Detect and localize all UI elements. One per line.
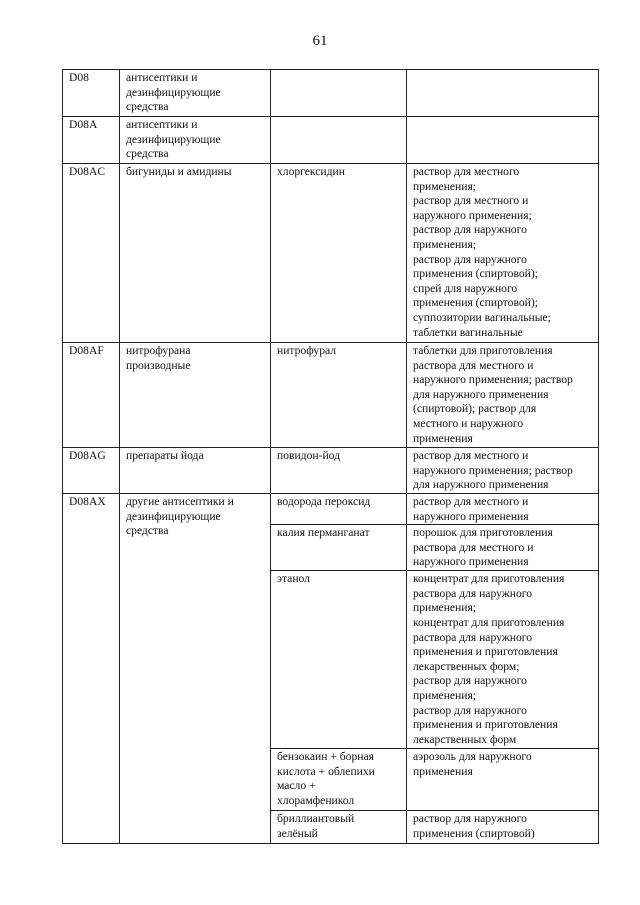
dosage-form-cell: концентрат для приготовления раствора для наружного применения; концентрат для приготовления раствора для наружного применения и приготовления лекарственных форм; раствор для наружного применения; раствор для наружного применения и приготовления лекарственных форм (407, 571, 599, 749)
dosage-form-cell: таблетки для приготовления раствора для местного и наружного применения; раствор для наружного применения (спиртовой); раствор для местного и наружного применения (407, 343, 599, 448)
dosage-form-cell: порошок для приготовления раствора для местного и наружного применения (407, 525, 599, 571)
drug-classification-table (62, 69, 599, 844)
group-name-cell: препараты йода (120, 448, 271, 494)
page-number: 61 (312, 33, 328, 49)
atc-code-cell: D08AF (63, 343, 120, 448)
dosage-form-cell: раствор для местного применения; раствор для местного и наружного применения; раствор для наружного применения; раствор для наружного применения (спиртовой); спрей для наружного применения (спиртовой); суппозитории вагинальные; таблетки вагинальные (407, 164, 599, 343)
dosage-form-cell (407, 117, 599, 164)
atc-code-cell: D08AX (63, 494, 120, 844)
drug-name-cell (271, 117, 407, 164)
drug-name-cell: водорода пероксид (271, 494, 407, 525)
table-row (63, 117, 599, 164)
atc-code-cell: D08AG (63, 448, 120, 494)
group-name-cell: антисептики и дезинфицирующие средства (120, 70, 271, 117)
drug-name-cell: нитрофурал (271, 343, 407, 448)
drug-name-cell: бензокаин + борная кислота + облепихи масло + хлорамфеникол (271, 749, 407, 811)
group-name-cell: другие антисептики и дезинфицирующие средства (120, 494, 271, 844)
table-row (63, 448, 599, 494)
table-row (63, 494, 599, 525)
table-row (63, 164, 599, 343)
drug-name-cell: этанол (271, 571, 407, 749)
group-name-cell: антисептики и дезинфицирующие средства (120, 117, 271, 164)
drug-name-cell: бриллиантовый зелёный (271, 811, 407, 844)
group-name-cell: нитрофурана производные (120, 343, 271, 448)
table-row (63, 343, 599, 448)
group-name-cell: бигуниды и амидины (120, 164, 271, 343)
dosage-form-cell: раствор для наружного применения (спиртовой) (407, 811, 599, 844)
atc-code-cell: D08AC (63, 164, 120, 343)
dosage-form-cell (407, 70, 599, 117)
atc-code-cell: D08 (63, 70, 120, 117)
atc-code-cell: D08A (63, 117, 120, 164)
dosage-form-cell: раствор для местного и наружного применения; раствор для наружного применения (407, 448, 599, 494)
table-row (63, 70, 599, 117)
dosage-form-cell: раствор для местного и наружного применения (407, 494, 599, 525)
drug-name-cell: калия перманганат (271, 525, 407, 571)
drug-name-cell: хлоргексидин (271, 164, 407, 343)
drug-name-cell: повидон-йод (271, 448, 407, 494)
dosage-form-cell: аэрозоль для наружного применения (407, 749, 599, 811)
drug-name-cell (271, 70, 407, 117)
